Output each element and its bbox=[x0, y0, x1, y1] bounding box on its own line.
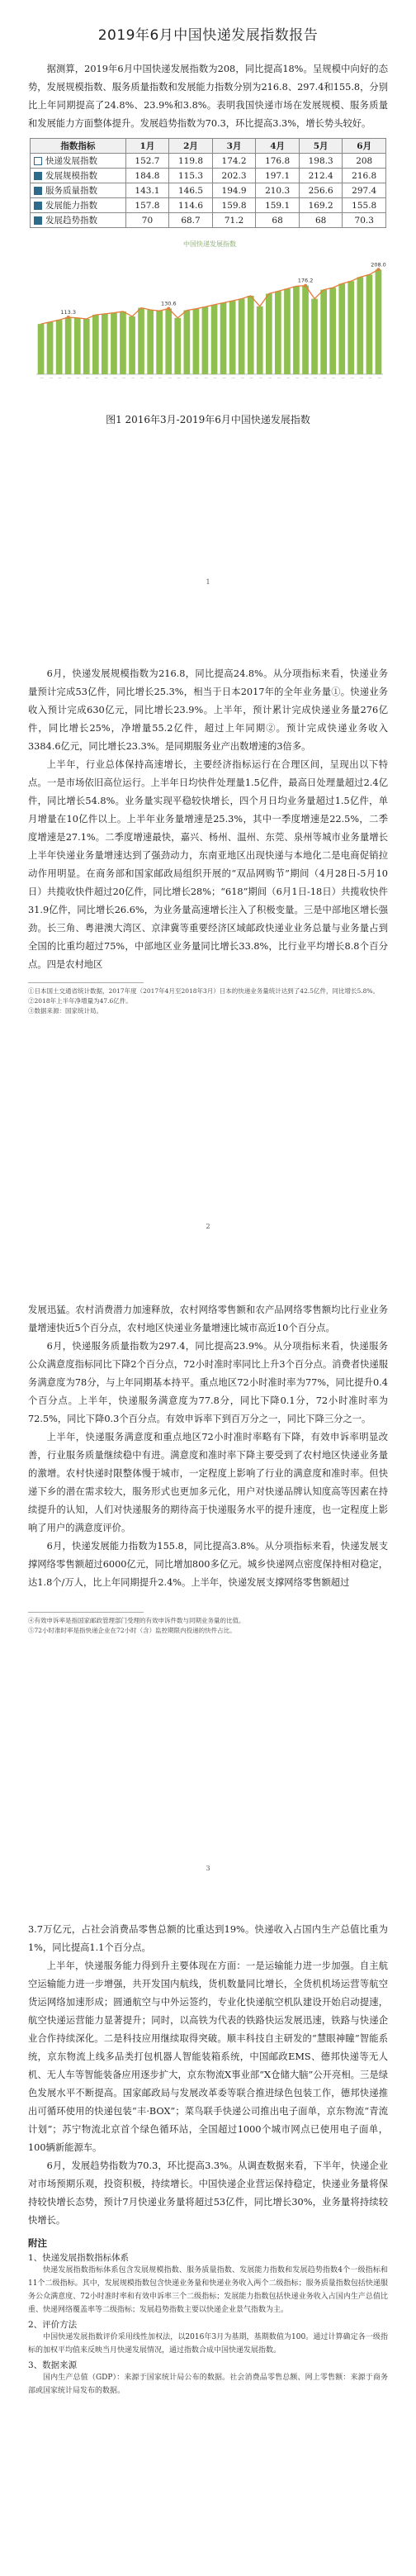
chart-highlight-point bbox=[304, 284, 307, 288]
value-cell: 68 bbox=[256, 213, 300, 228]
chart-bar bbox=[266, 294, 272, 375]
footnotes-1 bbox=[28, 982, 380, 1016]
intro-paragraph: 据测算，2019年6月中国快递发展指数为208，同比提高18%。呈规模中向好的态势，发展规模指数、服务质量指数和发展能力指数分别为216.8、297.4和155.8，分别比上年同期提高了24.8%、23.9%和3.8%。表明我国快递市场在发展规模、服务质量和发展能力方面整体提升。发展趋势指数为70.3，环比提高3.3%，增长势头较好。 bbox=[28, 64, 388, 129]
index-table bbox=[30, 138, 386, 228]
chart-tick-mark: | bbox=[186, 378, 191, 379]
value-cell: 159.8 bbox=[212, 198, 256, 213]
row-name: 发展规模指数 bbox=[45, 171, 97, 181]
appendix-heading: 2、评价方法 bbox=[28, 2320, 78, 2330]
chart-bar bbox=[165, 309, 172, 375]
appendix-text: 快递发展指数指标体系包含发展规模指数、服务质量指数、发展能力指数和发展趋势指数4个一级指标和11个二级指标。其中，发展规模指数包含快递业务量和快递业务收入两个二级指标；服务质量指数包括快递服务公众满意度、72小时准时率和有效申诉率三个二级指标；发展能力指数包括快递业务收入占国内生产总值比重、快递网络覆盖率等二级指标；发展趋势指数主要以快递企业景气指数为主。 bbox=[28, 2266, 388, 2314]
chart-tick-mark: | bbox=[168, 378, 173, 379]
value-cell: 115.3 bbox=[169, 169, 213, 183]
value-cell: 210.3 bbox=[256, 183, 300, 198]
chart-tick-mark: | bbox=[305, 378, 310, 379]
value-cell: 152.7 bbox=[125, 154, 169, 169]
appendix-heading: 1、快递发展指数指标体系 bbox=[28, 2253, 130, 2263]
chart-tick-mark: | bbox=[323, 378, 328, 379]
page-number: 1 bbox=[206, 578, 210, 586]
chart-title: 中国快递发展指数 bbox=[183, 240, 236, 248]
chart-tick-mark: | bbox=[85, 378, 90, 379]
trend-paragraph: 上半年，行业总体保持高速增长，主要经济指标运行在合理区间，呈现出以下特点。一是市场依旧高位运行。上半年日均快件处理量1.5亿件，最高日处理量超过2.4亿件，同比增长54.8%。业务量实现平稳较快增长，四个月日均业务量超过1.5亿件，单月增量在10亿件以上。上半年业务量增速是25.3%，其中一季度增速是22.5%，二季度增速是27.1%。二季度增速最快，嘉兴、杨州、温州、东莞、泉州等城市业务量增长上半年快递业务量增速达到了强劲动力，东南亚地区出现快递与本地化二是电商促销拉动作用明显。在商务部和国家邮政局组织开展的“双品网购节”期间（4月28日-5月10日）共揽收快件超过20亿件，同比增长28%；“618”期间（6月1日-18日）共揽收快件31.9亿件，同比增长26.6%，为业务量高速增长注入了积极变量。三是中部地区增长强劲。长三角、粤港澳大湾区、京津冀等重要经济区域邮政快递业业务总量与业务量占到全国的比重均超过75%，中部地区业务量同比增长33.8%，比行业平均增长8.8个百分点。四是农村地区 bbox=[28, 759, 388, 970]
chart-tick-mark: | bbox=[368, 378, 373, 379]
table-header-row bbox=[31, 139, 386, 154]
chart-bar bbox=[357, 277, 364, 374]
quality-analysis-paragraph: 上半年，快递服务满意度和重点地区72小时准时率略有下降，有效申诉率明显改善，行业服务质量继续稳中有进。满意度和准时率下降主要受到了农村地区快递业务量的激增。农村快递时限整体慢于城市，一定程度上影响了行业的满意度和准时率。但快递下乡的潜在需求较大，服务形式也更加多元化，用户对快递品牌认知度高等因素在持续提升的认知，人们对快递服务的期待高于快递服务水平的提升速度，也一定程度上影响了用户的满意度评价。 bbox=[28, 1432, 388, 1533]
capability-paragraph: 上半年，快递服务能力得到升主要体现在方面：一是运输能力进一步加强。自主航空运输能力进一步增强，共开发国内航线，货机数量同比增长，全货机机场运营等航空货运网络加速形成；圆通航空与中外运签约，专业化快递航空机队建设开始启动提速，航空快递运营能力显著提升；同时，以高铁为代表的铁路快运发展迅速，铁路与快递企业合作持续深化。二是科技应用继续取得突破。顺丰科技自主研发的“慧眼神瞳”智能系统，京东物流上线多品类打包机器人智能装箱系统，中国邮政EMS、德邦快递等无人机、无人车等智能装备应用逐步扩大，京东物流X事业部“X仓储大脑”公开亮相。三是绿色发展水平不断提高。国家邮政局与发展改革委等联合推进绿色包装工作，德邦快递推出可循环使用的快递包装“丰·BOX”；菜鸟联手快递公司推出电子面单，京东物流“青流计划”；苏宁物流北京首个绿色循环站，全国超过1000个城市网点已使用电子面单，100辆新能源车。 bbox=[28, 1961, 388, 2153]
chart-tick-mark: | bbox=[258, 378, 263, 379]
chart-data-label: 176.2 bbox=[297, 277, 314, 284]
chart-bar bbox=[184, 311, 191, 374]
value-cell: 174.2 bbox=[212, 154, 256, 169]
outlook-paragraph: 6月，发展趋势指数为70.3，环比提高3.3%。从调查数据来看，下半年，快递企业对市场预期乐观，投资积极，持续增长。中国快递企业营运保持稳定，快递业务量将保持较快增长态势，预计7月快递业务量将超过53亿件，同比增长30%，业务量将持续较快增长。 bbox=[28, 2160, 388, 2226]
page-4 bbox=[0, 1904, 416, 2576]
chart-bar bbox=[47, 322, 54, 374]
chart-bar bbox=[102, 314, 108, 374]
value-cell: 68.7 bbox=[169, 213, 213, 228]
chart-bar bbox=[347, 281, 354, 374]
chart-tick-mark: | bbox=[350, 378, 355, 379]
footnote: ③数据来源：国家统计局。 bbox=[28, 1007, 102, 1015]
row-name-cell bbox=[31, 198, 126, 213]
row-name-cell bbox=[31, 183, 126, 198]
page-number: 2 bbox=[206, 1223, 210, 1230]
value-cell: 208 bbox=[343, 154, 386, 169]
chart-tick-mark: | bbox=[359, 378, 364, 379]
header-month: 1月 bbox=[125, 139, 169, 154]
chart-tick-mark: | bbox=[332, 378, 337, 379]
row-bullet-icon bbox=[34, 157, 42, 165]
row-name-cell bbox=[31, 154, 126, 169]
chart-bar bbox=[120, 311, 126, 374]
page-1 bbox=[0, 0, 416, 632]
chart-bar bbox=[92, 315, 99, 374]
chart-tick-mark: | bbox=[267, 378, 272, 379]
chart-tick-mark: | bbox=[67, 378, 72, 379]
value-cell: 176.8 bbox=[256, 154, 300, 169]
chart-bar bbox=[83, 319, 90, 374]
table-row bbox=[31, 169, 386, 183]
chart-bar bbox=[138, 308, 144, 374]
row-name-cell bbox=[31, 169, 126, 183]
chart-bar bbox=[147, 310, 154, 374]
row-name: 快递发展指数 bbox=[45, 156, 97, 166]
chart-trend-line bbox=[41, 269, 379, 324]
chart-bar bbox=[257, 307, 263, 374]
row-bullet-icon bbox=[34, 216, 42, 225]
chart-bar bbox=[248, 296, 254, 374]
header-month: 5月 bbox=[299, 139, 343, 154]
page-number: 3 bbox=[206, 1865, 210, 1872]
capacity-continued-paragraph: 3.7万亿元，占社会消费品零售总额的比重达到19%。快递收入占国内生产总值比重为1%，同比提高1.1个百分点。 bbox=[28, 1924, 388, 1953]
footnote: ①日本国土交通省统计数据，2017年度（2017年4月至2018年3月）日本的快递业务量统计达到了42.5亿件，同比增长5.8%。 bbox=[28, 987, 380, 995]
row-name-cell bbox=[31, 213, 126, 228]
value-cell: 297.4 bbox=[343, 183, 386, 198]
chart-tick-mark: | bbox=[240, 378, 245, 379]
report-title: 2019年6月中国快递发展指数报告 bbox=[97, 27, 319, 44]
chart-bar bbox=[74, 318, 81, 374]
chart-bar bbox=[275, 292, 281, 375]
chart-tick-mark: | bbox=[94, 378, 99, 379]
chart-bar bbox=[320, 290, 327, 374]
header-month: 3月 bbox=[212, 139, 256, 154]
page-3 bbox=[0, 1268, 416, 1904]
chart-bar bbox=[129, 316, 135, 374]
scale-paragraph: 6月，快递发展规模指数为216.8，同比提高24.8%。从分项指标来看，快递业务量预计完成53亿件，同比增长25.3%，相当于日本2017年的全年业务量①。快递业务收入预计完成630亿元，同比增长23.9%。上半年，预计累计完成快递业务量276亿件，同比增长25%，净增量55.2亿件，超过上年同期②。预计完成快递业务收入3384.6亿元，同比增长23.3%。是同期服务业产出数增速的3倍多。 bbox=[28, 668, 388, 752]
footnote: ⑤72小时准时率是指快递企业在72小时（含）监控期限内投递的快件占比。 bbox=[28, 1627, 236, 1634]
header-month: 2月 bbox=[169, 139, 213, 154]
footnotes-2 bbox=[28, 1612, 245, 1636]
value-cell: 70.3 bbox=[343, 213, 386, 228]
chart-tick-mark: | bbox=[204, 378, 209, 379]
row-bullet-icon bbox=[34, 202, 42, 210]
chart-bar bbox=[376, 269, 382, 374]
header-indicator: 指数指标 bbox=[31, 139, 126, 154]
chart-bar bbox=[293, 286, 300, 374]
value-cell: 184.8 bbox=[125, 169, 169, 183]
chart-bar bbox=[329, 288, 336, 374]
value-cell: 202.3 bbox=[212, 169, 256, 183]
chart-bar bbox=[65, 317, 72, 374]
chart-data-label: 113.3 bbox=[60, 309, 77, 316]
footnote: ④有效申诉率是指国家邮政管理部门受理的有效申诉件数与同期业务量的比值。 bbox=[28, 1617, 245, 1624]
index-bar-chart bbox=[28, 250, 391, 399]
chart-tick-mark: | bbox=[131, 378, 136, 379]
chart-bar bbox=[193, 309, 200, 374]
chart-tick-mark: | bbox=[231, 378, 236, 379]
chart-tick-mark: | bbox=[222, 378, 227, 379]
chart-data-label: 130.6 bbox=[160, 300, 177, 307]
chart-tick-mark: | bbox=[249, 378, 254, 379]
value-cell: 169.2 bbox=[299, 198, 343, 213]
chart-tick-mark: | bbox=[277, 378, 281, 379]
appendix-text: 中国快递发展指数评价采用线性加权法，以2016年3月为基期，基期数值为100。通过计算确定各一级指标的加权平均值来反映当月快递发展情况，通过指数合成中国快递发展指数。 bbox=[28, 2333, 388, 2355]
chart-bar bbox=[38, 324, 45, 374]
chart-tick-mark: | bbox=[341, 378, 346, 379]
chart-bar bbox=[311, 299, 318, 374]
chart-highlight-point bbox=[377, 268, 381, 271]
chart-bar bbox=[111, 313, 117, 374]
value-cell: 114.6 bbox=[169, 198, 213, 213]
value-cell: 71.2 bbox=[212, 213, 256, 228]
value-cell: 256.6 bbox=[299, 183, 343, 198]
chart-highlight-point bbox=[67, 316, 70, 319]
value-cell: 216.8 bbox=[343, 169, 386, 183]
figure-caption: 图1 2016年3月-2019年6月中国快递发展指数 bbox=[106, 414, 310, 425]
chart-bar bbox=[338, 283, 345, 374]
value-cell: 143.1 bbox=[125, 183, 169, 198]
chart-bar bbox=[156, 311, 163, 374]
value-cell: 159.1 bbox=[256, 198, 300, 213]
value-cell: 70 bbox=[125, 213, 169, 228]
chart-bar bbox=[202, 307, 209, 374]
chart-tick-mark: | bbox=[112, 378, 117, 379]
chart-tick-mark: | bbox=[177, 378, 182, 379]
row-bullet-icon bbox=[34, 172, 42, 180]
row-name: 服务质量指数 bbox=[45, 186, 97, 196]
table-row bbox=[31, 213, 386, 228]
appendix-heading: 3、数据来源 bbox=[28, 2360, 78, 2370]
value-cell: 157.8 bbox=[125, 198, 169, 213]
chart-bar bbox=[239, 299, 245, 374]
chart-tick-mark: | bbox=[103, 378, 108, 379]
chart-tick-mark: | bbox=[377, 378, 382, 379]
chart-tick-mark: | bbox=[295, 378, 300, 379]
value-cell: 68 bbox=[299, 213, 343, 228]
table-row bbox=[31, 154, 386, 169]
value-cell: 146.5 bbox=[169, 183, 213, 198]
rural-paragraph: 发展迅猛。农村消费潜力加速释放，农村网络零售额和农产品网络零售额均比行业业务量增速快近5个百分点，农村地区快递业务量增速比城市高近10个百分点。 bbox=[28, 1305, 388, 1333]
chart-tick-mark: | bbox=[140, 378, 145, 379]
row-bullet-icon bbox=[34, 187, 42, 195]
chart-bar bbox=[211, 305, 218, 374]
chart-tick-mark: | bbox=[314, 378, 319, 379]
chart-bar bbox=[56, 320, 63, 374]
appendix-text: 国内生产总值（GDP）：来源于国家统计局公布的数据。社会消费品零售总额、网上零售额：来源于商务部或国家统计局发布的数据。 bbox=[28, 2374, 388, 2395]
chart-tick-mark: | bbox=[49, 378, 54, 379]
chart-tick-mark: | bbox=[158, 378, 163, 379]
chart-tick-mark: | bbox=[195, 378, 200, 379]
table-row bbox=[31, 183, 386, 198]
value-cell: 197.1 bbox=[256, 169, 300, 183]
footnote: ②2018年上半年净增量为47.6亿件。 bbox=[28, 997, 132, 1005]
chart-tick-mark: | bbox=[122, 378, 126, 379]
chart-tick-mark: | bbox=[286, 378, 291, 379]
chart-bar bbox=[284, 289, 291, 375]
chart-bar bbox=[302, 286, 309, 374]
header-month: 4月 bbox=[256, 139, 300, 154]
chart-tick-mark: | bbox=[58, 378, 63, 379]
table-row bbox=[31, 198, 386, 213]
value-cell: 155.8 bbox=[343, 198, 386, 213]
appendix-title: 附注 bbox=[28, 2237, 47, 2249]
chart-bar bbox=[174, 318, 181, 374]
chart-bar bbox=[366, 274, 373, 374]
header-month: 6月 bbox=[343, 139, 386, 154]
chart-tick-mark: | bbox=[40, 378, 45, 379]
chart-container bbox=[28, 240, 391, 402]
chart-bar bbox=[229, 301, 236, 374]
chart-bar bbox=[220, 303, 227, 375]
chart-highlight-point bbox=[167, 307, 170, 311]
chart-data-label: 208.0 bbox=[371, 261, 386, 269]
chart-tick-mark: | bbox=[213, 378, 218, 379]
chart-tick-mark: | bbox=[149, 378, 154, 379]
quality-paragraph: 6月，快递服务质量指数为297.4，同比提高23.9%。从分项指标来看，快递服务公众满意度指标同比下降2个百分点，72小时准时率同比上升3个百分点。消费者快递服务满意度为78分，与上年同期基本持平。重点地区72小时准时率为77%，同比提升0.4个百分点。上半年，快递服务满意度为77.8分，同比下降0.1分，72小时准时率为72.5%，同比下降0.3个百分点。有效申诉率下到百万分之一，同比下降三分之一。 bbox=[28, 1341, 388, 1424]
chart-tick-mark: | bbox=[76, 378, 81, 379]
value-cell: 212.4 bbox=[299, 169, 343, 183]
value-cell: 194.9 bbox=[212, 183, 256, 198]
page-2 bbox=[0, 632, 416, 1268]
row-name: 发展能力指数 bbox=[45, 201, 97, 211]
value-cell: 119.8 bbox=[169, 154, 213, 169]
capacity-paragraph: 6月，快递发展能力指数为155.8，同比提高3.8%。从分项指标来看，快递发展支撑网络零售额超过6000亿元，同比增加800多亿元。城乡快递网点密度保持相对稳定，达1.8个/万人，比上年同期提升2.4%。上半年，快递发展支撑网络零售额超过 bbox=[28, 1541, 388, 1588]
row-name: 发展趋势指数 bbox=[45, 216, 97, 226]
value-cell: 198.3 bbox=[299, 154, 343, 169]
